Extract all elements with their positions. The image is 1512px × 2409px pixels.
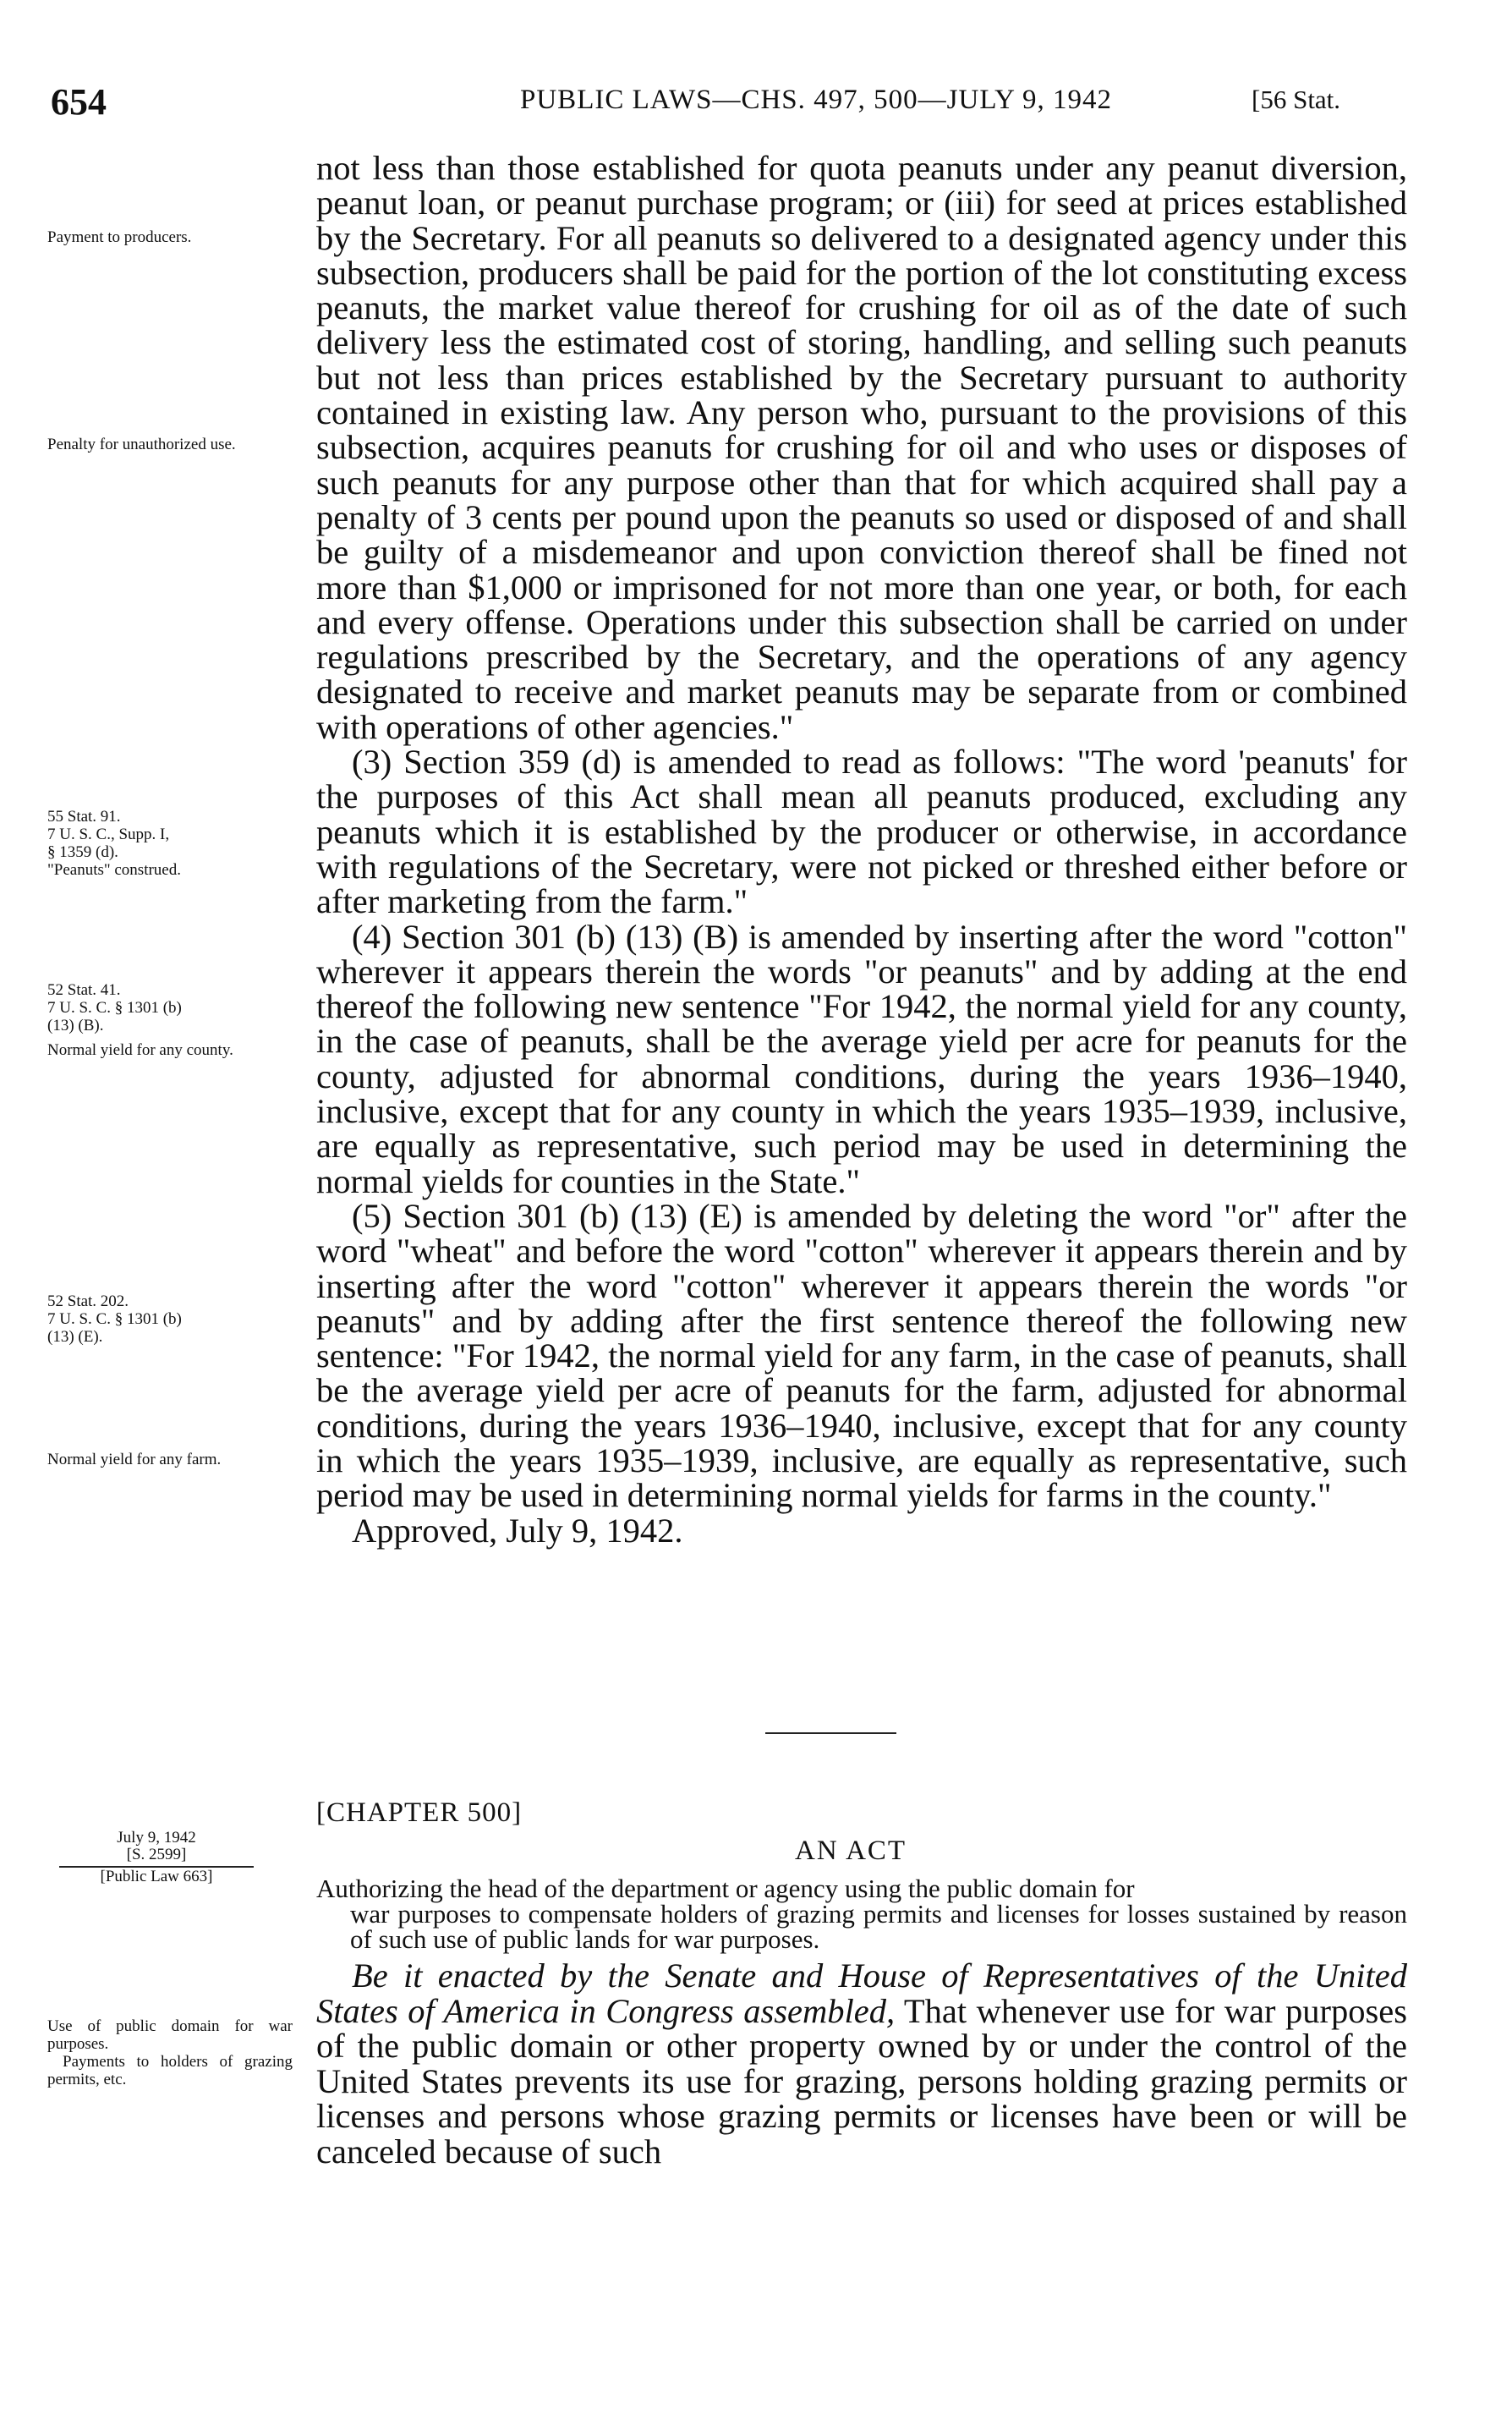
ref-line: 52 Stat. 202. [47, 1292, 129, 1310]
public-law-number: [Public Law 663] [59, 1866, 254, 1885]
act-purpose [316, 1876, 1407, 1952]
bill-number: [S. 2599] [126, 1846, 187, 1863]
enacting-clause [316, 1958, 1407, 2169]
ref-line: (13) (B). [47, 1017, 104, 1034]
ref-line: 55 Stat. 91. [47, 808, 121, 826]
enacting-paragraph [316, 1958, 1407, 2169]
body-text [316, 151, 1407, 1548]
purpose-line: Authorizing the head of the department or agency using the public domain for [316, 1874, 1135, 1903]
approved-line: Approved, July 9, 1942. [352, 1511, 683, 1550]
margin-note-public-domain [47, 2017, 293, 2088]
margin-note-normal-yield-county: Normal yield for any county. [47, 1041, 233, 1059]
paragraph-section-359: (3) Section 359 (d) is amended to read as follows: "The word 'peanuts' for the purposes of this Act shall mean all peanuts produced, excluding any peanuts which it is established by the producer or otherwise, in accordance with regulations of the Secretary, were not picked or threshed either before or after marketing from the farm." [316, 743, 1407, 921]
section-divider [765, 1732, 896, 1734]
purpose-line: war purposes to compensate holders of grazing permits and licenses for losses sustained by reason of such use of public lands for war purposes. [350, 1899, 1407, 1954]
running-head: PUBLIC LAWS—CHS. 497, 500—JULY 9, 1942 [520, 85, 1113, 115]
act-title: AN ACT [795, 1836, 907, 1866]
ref-line: 52 Stat. 41. [47, 981, 121, 999]
enacting-formula: Be it enacted by the Senate and House of Representatives of the United States of America in Congress assembled, [316, 1956, 1407, 2030]
ref-line: (13) (E). [47, 1328, 103, 1346]
margin-note-payment: Payment to producers. [47, 228, 192, 246]
margin-note-use-public-domain: Use of public domain for war purposes. [47, 2017, 293, 2053]
ref-line: 7 U. S. C., Supp. I, [47, 826, 170, 843]
ref-line: 7 U. S. C. § 1301 (b) [47, 999, 182, 1017]
paragraph-section-301-e: (5) Section 301 (b) (13) (E) is amended by deleting the word "or" after the word "wheat" and before the word "cotton" wherever it appears therein and by inserting after the word "cotton" wherever it appears therein the words "or peanuts" and by adding after the first sentence thereof the following new sentence: "For 1942, the normal yield for any farm, in the case of peanuts, shall be the average yield per acre of peanuts for the farm, adjusted for abnormal conditions, during the years 1936–1940, inclusive, except that for any county in which the years 1935–1939, inclusive, are equally as representative, such period may be used in determining normal yields for farms in the county." [316, 1196, 1407, 1515]
enacting-text: That whenever use for war purposes of the public domain or other property owned by or under the control of the United States prevents its use for grazing, persons holding grazing permits or licenses and persons whose grazing permits or licenses have been or will be canceled because of such [316, 1991, 1407, 2170]
volume-reference: [56 Stat. [1252, 85, 1341, 114]
margin-note-ref-55-stat [47, 808, 293, 879]
margin-note-ref-52-stat-41 [47, 981, 293, 1059]
chapter-heading: [CHAPTER 500] [316, 1797, 523, 1828]
margin-note-peanuts-construed: "Peanuts" construed. [47, 861, 181, 879]
bill-info [59, 1830, 254, 1885]
bill-date: July 9, 1942 [117, 1829, 196, 1847]
page-number: 654 [51, 81, 107, 123]
margin-note-normal-yield-farm: Normal yield for any farm. [47, 1451, 222, 1468]
margin-note-payments-holders: Payments to holders of grazing permits, etc. [47, 2053, 293, 2088]
paragraph-continued: not less than those established for quota peanuts under any peanut diversion, peanut loan, or peanut purchase program; or (iii) for seed at prices established by the Secretary. For all peanuts so delivered to a designated agency under this subsection, producers shall be paid for the portion of the lot constituting excess peanuts, the market value thereof for crushing for oil as of the date of such delivery less the estimated cost of storing, handling, and selling such peanuts but not less than prices established by the Secretary pursuant to authority contained in existing law. Any person who, pursuant to the provisions of this subsection, acquires peanuts for crushing for oil and who uses or disposes of such peanuts for any purpose other than that for which acquired shall pay a penalty of 3 cents per pound upon the peanuts so used or disposed of and shall be guilty of a misdemeanor and upon conviction thereof shall be fined not more than $1,000 or imprisoned for not more than one year, or both, for each and every offense. Operations under this subsection shall be carried on under regulations prescribed by the Secretary, and the operations of any agency designated to receive and market peanuts may be separate from or combined with operations of other agencies." [316, 149, 1407, 746]
margin-note-penalty: Penalty for unauthorized use. [47, 436, 236, 453]
paragraph-section-301-b: (4) Section 301 (b) (13) (B) is amended by inserting after the word "cotton" wherever it appears therein the words "or peanuts" and by adding at the end thereof the following new sentence "For 1942, the normal yield for any county, in the case of peanuts, shall be the average yield per acre for peanuts for the county, adjusted for abnormal conditions, during the years 1936–1940, inclusive, except that for any county in which the years 1935–1939, inclusive, are equally as representative, such period may be used in determining the normal yields for counties in the State." [316, 917, 1407, 1200]
ref-line: § 1359 (d). [47, 843, 118, 861]
margin-note-ref-52-stat-202 [47, 1292, 293, 1346]
ref-line: 7 U. S. C. § 1301 (b) [47, 1310, 182, 1328]
